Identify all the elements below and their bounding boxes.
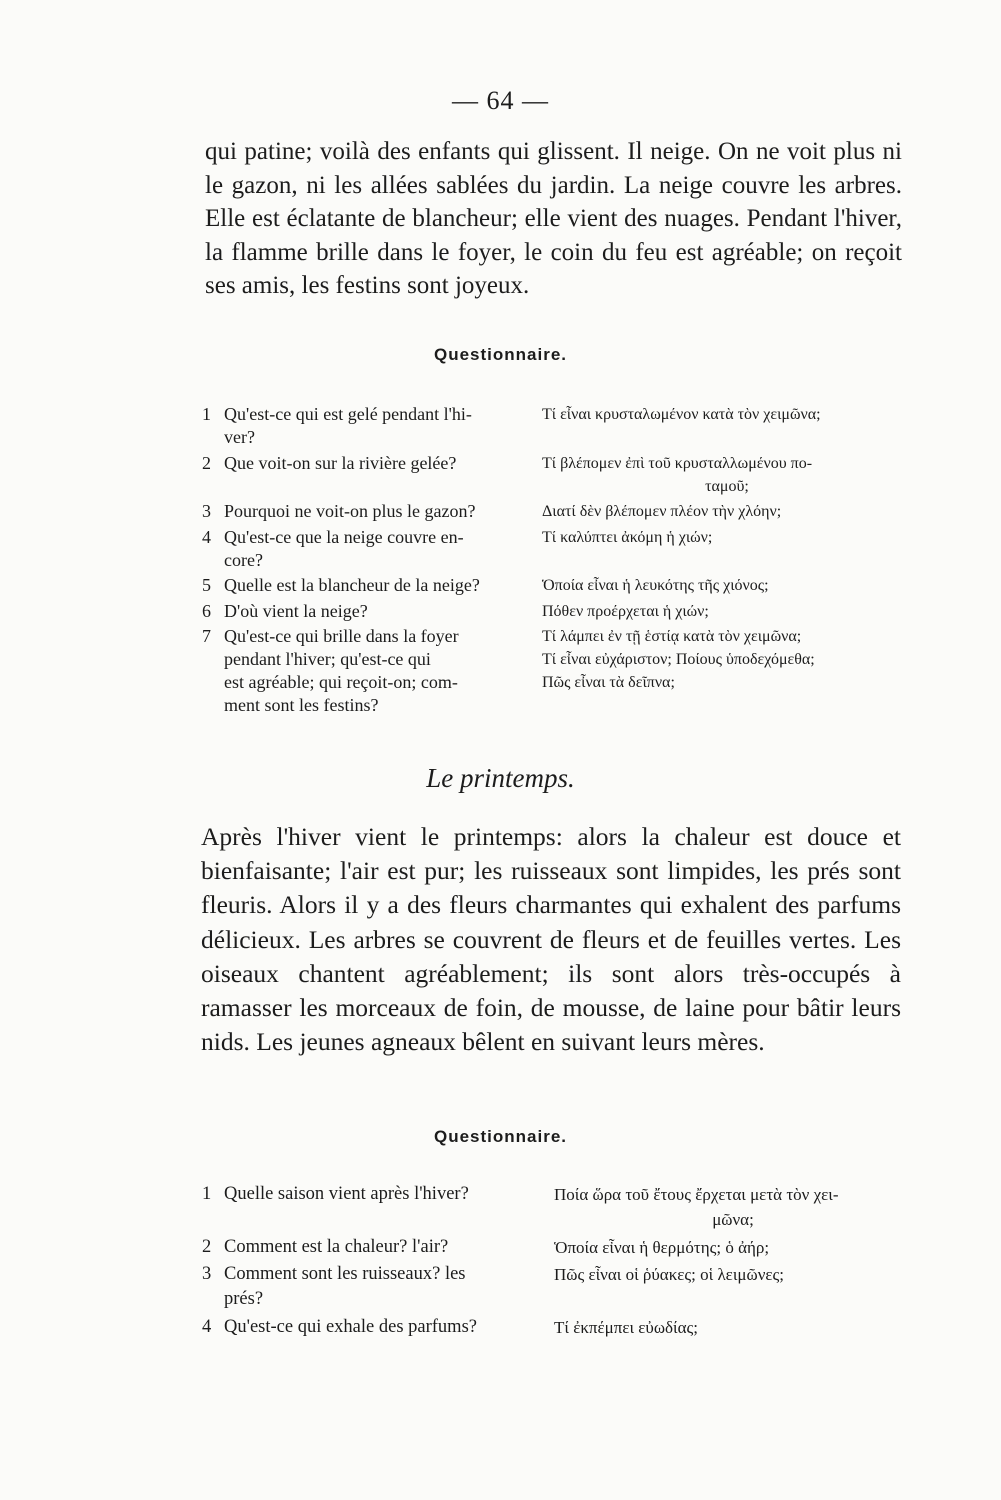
greek-translation-line: μῶνα; <box>712 1210 754 1229</box>
qa-row <box>202 500 912 523</box>
greek-translation-line: Τί καλύπτει ἀκόμη ἡ χιών; <box>542 528 713 546</box>
qa-row <box>202 403 912 449</box>
questionnaire-2-list <box>202 1182 912 1342</box>
questionnaire-1-list <box>202 403 912 720</box>
french-question-line: Quelle saison vient après l'hiver? <box>224 1184 469 1204</box>
greek-translation <box>542 574 912 597</box>
greek-translation-line: Τί εἶναι κρυσταλωμένον κατὰ τὸν χειμῶνα; <box>542 406 821 423</box>
greek-translation <box>554 1262 912 1312</box>
question-number: 2 <box>202 452 211 473</box>
qa-row <box>202 600 912 623</box>
french-question <box>224 1315 554 1340</box>
french-question-line: pendant l'hiver; qu'est-ce qui <box>224 649 431 669</box>
french-question-line: Qu'est-ce que la neige couvre en- <box>224 526 464 547</box>
intro-paragraph <box>205 135 902 303</box>
question-number: 4 <box>202 1316 212 1337</box>
qa-row <box>202 526 912 572</box>
question-number: 7 <box>202 626 211 646</box>
page-number: — 64 — <box>452 86 549 115</box>
greek-translation-line: Πῶς εἶναι τὰ δεῖπνα; <box>542 674 675 691</box>
question-number: 1 <box>202 1184 212 1204</box>
french-question-line: Comment est la chaleur? l'air? <box>224 1236 449 1257</box>
french-question-line: est agréable; qui reçoit-on; com- <box>224 672 458 692</box>
greek-translation-line: Τί λάμπει ἐν τῇ ἑστίᾳ κατὰ τὸν χειμῶνα; <box>542 628 802 645</box>
french-question-line: D'où vient la neige? <box>224 600 368 621</box>
french-question-line: Qu'est-ce qui brille dans la foyer <box>224 626 459 646</box>
french-question <box>224 625 542 717</box>
greek-translation <box>542 500 912 523</box>
greek-translation <box>542 526 912 572</box>
question-number: 4 <box>202 526 211 547</box>
greek-translation-line: Πῶς εἶναι οἱ ῥύακες; οἱ λειμῶνες; <box>554 1265 784 1284</box>
greek-translation-line: Ποία ὥρα τοῦ ἔτους ἔρχεται μετὰ τὸν χει- <box>554 1185 839 1204</box>
greek-translation-line: Ὁποία εἶναι ἡ λευκότης τῆς χιόνος; <box>542 577 769 594</box>
qa-row <box>202 625 912 717</box>
question-number: 3 <box>202 501 211 521</box>
french-question <box>224 452 542 498</box>
french-question-line: Quelle est la blancheur de la neige? <box>224 575 480 595</box>
qa-row <box>202 574 912 597</box>
french-question-line: prés? <box>224 1289 264 1309</box>
qa-row <box>202 1182 912 1232</box>
french-question-line: Comment sont les ruisseaux? les <box>224 1264 466 1284</box>
greek-translation <box>554 1315 912 1340</box>
greek-translation <box>554 1182 912 1232</box>
french-question-line: ver? <box>224 427 255 447</box>
greek-translation-line: Ὁποία εἶναι ἡ θερμότης; ὁ ἀήρ; <box>554 1237 770 1257</box>
french-question <box>224 526 542 572</box>
french-question <box>224 1235 554 1260</box>
section-title: Le printemps. <box>426 763 575 793</box>
french-question <box>224 1262 554 1312</box>
question-number: 5 <box>202 575 211 595</box>
spring-paragraph <box>201 820 901 1059</box>
questionnaire-2-title: Questionnaire. <box>433 1127 568 1146</box>
spring-text: Après l'hiver vient le printemps: alors la chaleur est douce et bienfaisante; l'air est pur; les ruisseaux sont limpides, les prés sont fleuris. Alors il y a des fleurs charmantes qui exhalent des parfums délicieux. Les arbres se couvrent de fleurs et de feuilles vertes. Les oiseaux chantent agréablement; ils sont alors très-occupés à ramasser les morceaux de foin, de mousse, de laine pour bâtir leurs nids. Les jeunes agneaux bêlent en suivant leurs mères. <box>201 822 901 1057</box>
greek-translation <box>542 452 912 498</box>
french-question <box>224 403 542 449</box>
french-question-line: Que voit-on sur la rivière gelée? <box>224 452 457 473</box>
intro-text: qui patine; voilà des enfants qui glissent. Il neige. On ne voit plus ni le gazon, ni les allées sablées du jardin. La neige couvre les arbres. Elle est éclatante de blancheur; elle vient des nuages. Pendant l'hiver, la flamme brille dans le foyer, le coin du feu est agréable; on reçoit ses amis, les festins sont joyeux. <box>205 138 902 299</box>
french-question-line: Qu'est-ce qui exhale des parfums? <box>224 1316 477 1337</box>
greek-translation-line: ταμοῦ; <box>705 477 749 495</box>
french-question <box>224 600 542 623</box>
french-question-line: Pourquoi ne voit-on plus le gazon? <box>224 501 476 521</box>
qa-row <box>202 452 912 498</box>
qa-row <box>202 1315 912 1340</box>
question-number: 3 <box>202 1264 212 1284</box>
french-question <box>224 574 542 597</box>
questionnaire-1-title: Questionnaire. <box>433 345 568 364</box>
french-question-line: ment sont les festins? <box>224 695 379 715</box>
greek-translation-line: Τί εἶναι εὐχάριστον; Ποίους ὑποδεχόμεθα; <box>542 651 815 668</box>
french-question-line: core? <box>224 549 263 570</box>
greek-translation-line: Διατί δὲν βλέπομεν πλέον τὴν χλόην; <box>542 503 782 520</box>
greek-translation-line: Τί ἐκπέμπει εὐωδίας; <box>554 1317 698 1337</box>
greek-translation <box>542 625 912 717</box>
greek-translation <box>542 403 912 449</box>
greek-translation-line: Τί βλέπομεν ἐπὶ τοῦ κρυσταλλωμένου πο- <box>542 454 813 472</box>
qa-row <box>202 1262 912 1312</box>
question-number: 2 <box>202 1236 212 1257</box>
french-question <box>224 1182 554 1232</box>
french-question <box>224 500 542 523</box>
french-question-line: Qu'est-ce qui est gelé pendant l'hi- <box>224 404 472 424</box>
qa-row <box>202 1235 912 1260</box>
greek-translation-line: Πόθεν προέρχεται ἡ χιών; <box>542 602 709 620</box>
greek-translation <box>554 1235 912 1260</box>
question-number: 1 <box>202 404 211 424</box>
question-number: 6 <box>202 600 211 621</box>
greek-translation <box>542 600 912 623</box>
